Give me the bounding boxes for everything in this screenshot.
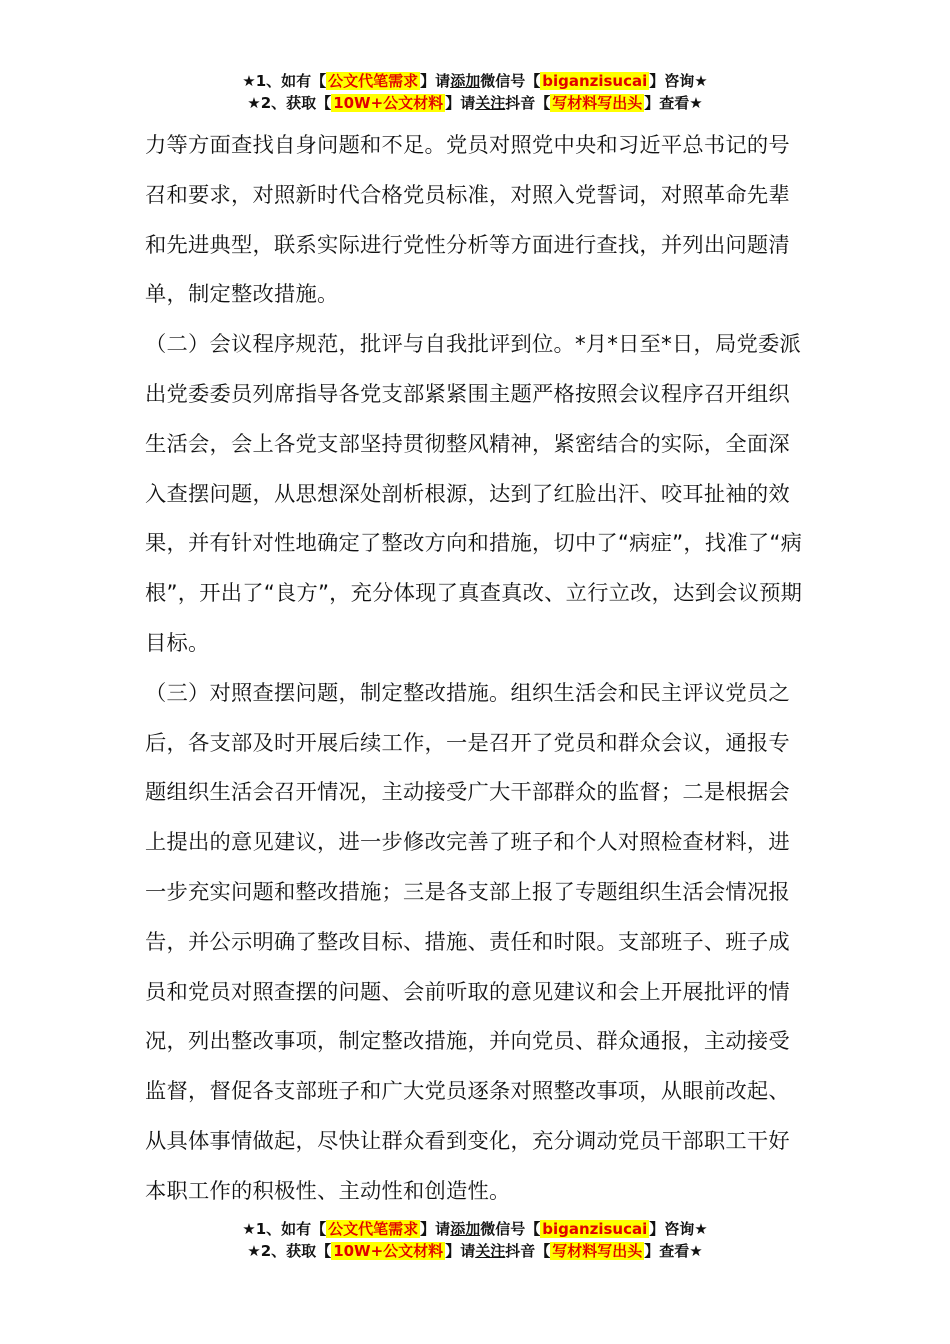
banner-line-2: [0, 1240, 950, 1262]
banner-text: 】请: [445, 94, 476, 112]
banner-highlight: 公文代笔需求: [328, 1220, 419, 1238]
banner-highlight: 10W+公文材料: [333, 1242, 444, 1260]
banner-text: 】咨询★: [649, 1220, 708, 1238]
banner-highlight: biganzisucai: [542, 72, 648, 90]
banner-text: 】查看★: [644, 1242, 703, 1260]
banner-text: 】请: [445, 1242, 476, 1260]
header-banner: [0, 70, 950, 114]
paragraph-3: （三）对照查摆问题，制定整改措施。组织生活会和民主评议党员之后，各支部及时开展后续工作，一是召开了党员和群众会议，通报专题组织生活会召开情况，主动接受广大干部群众的监督；二是根据会上提出的意见建议，进一步修改完善了班子和个人对照检查材料，进一步充实问题和整改措施；三是各支部上报了专题组织生活会情况报告，并公示明确了整改目标、措施、责任和时限。支部班子、班子成员和党员对照查摆的问题、会前听取的意见建议和会上开展批评的情况，列出整改事项，制定整改措施，并向党员、群众通报，主动接受监督，督促各支部班子和广大党员逐条对照整改事项，从眼前改起、从具体事情做起，尽快让群众看到变化，充分调动党员干部职工干好本职工作的积极性、主动性和创造性。: [145, 680, 790, 1204]
banner-text: ★1、如有【: [242, 72, 327, 90]
banner-highlight: 公文代笔需求: [328, 72, 419, 90]
banner-text: 抖音【: [505, 1242, 551, 1260]
banner-text: 】请: [420, 72, 451, 90]
banner-text: 微信号【: [480, 72, 541, 90]
banner-highlight: 写材料写出头: [552, 94, 643, 112]
banner-text: 微信号【: [480, 1220, 541, 1238]
paragraph-1: 力等方面查找自身问题和不足。党员对照党中央和习近平总书记的号召和要求，对照新时代合格党员标准，对照入党誓词，对照革命先辈和先进典型，联系实际进行党性分析等方面进行查找，并列出问题清单，制定整改措施。: [145, 133, 790, 308]
banner-text: ★2、获取【: [247, 94, 332, 112]
footer-banner: [0, 1218, 950, 1262]
banner-text: 】查看★: [644, 94, 703, 112]
banner-underline: 添加: [450, 1220, 481, 1238]
banner-text: 】咨询★: [649, 72, 708, 90]
banner-underline: 关注: [475, 1242, 506, 1260]
banner-line-1: [0, 1218, 950, 1240]
banner-line-1: [0, 70, 950, 92]
banner-text: ★1、如有【: [242, 1220, 327, 1238]
banner-text: 】请: [420, 1220, 451, 1238]
banner-underline: 添加: [450, 72, 481, 90]
banner-text: 抖音【: [505, 94, 551, 112]
banner-highlight: 写材料写出头: [552, 1242, 643, 1260]
banner-highlight: biganzisucai: [542, 1220, 648, 1238]
banner-underline: 关注: [475, 94, 506, 112]
banner-text: ★2、获取【: [247, 1242, 332, 1260]
document-body: [145, 121, 810, 1217]
banner-highlight: 10W+公文材料: [333, 94, 444, 112]
banner-line-2: [0, 92, 950, 114]
paragraph-2: （二）会议程序规范，批评与自我批评到位。*月*日至*日，局党委派出党委委员列席指导各党支部紧紧围主题严格按照会议程序召开组织生活会，会上各党支部坚持贯彻整风精神，紧密结合的实际，全面深入查摆问题，从思想深处剖析根源，达到了红脸出汗、咬耳扯袖的效果，并有针对性地确定了整改方向和措施，切中了“病症”，找准了“病根”，开出了“良方”，充分体现了真查真改、立行立改，达到会议预期目标。: [145, 332, 803, 656]
